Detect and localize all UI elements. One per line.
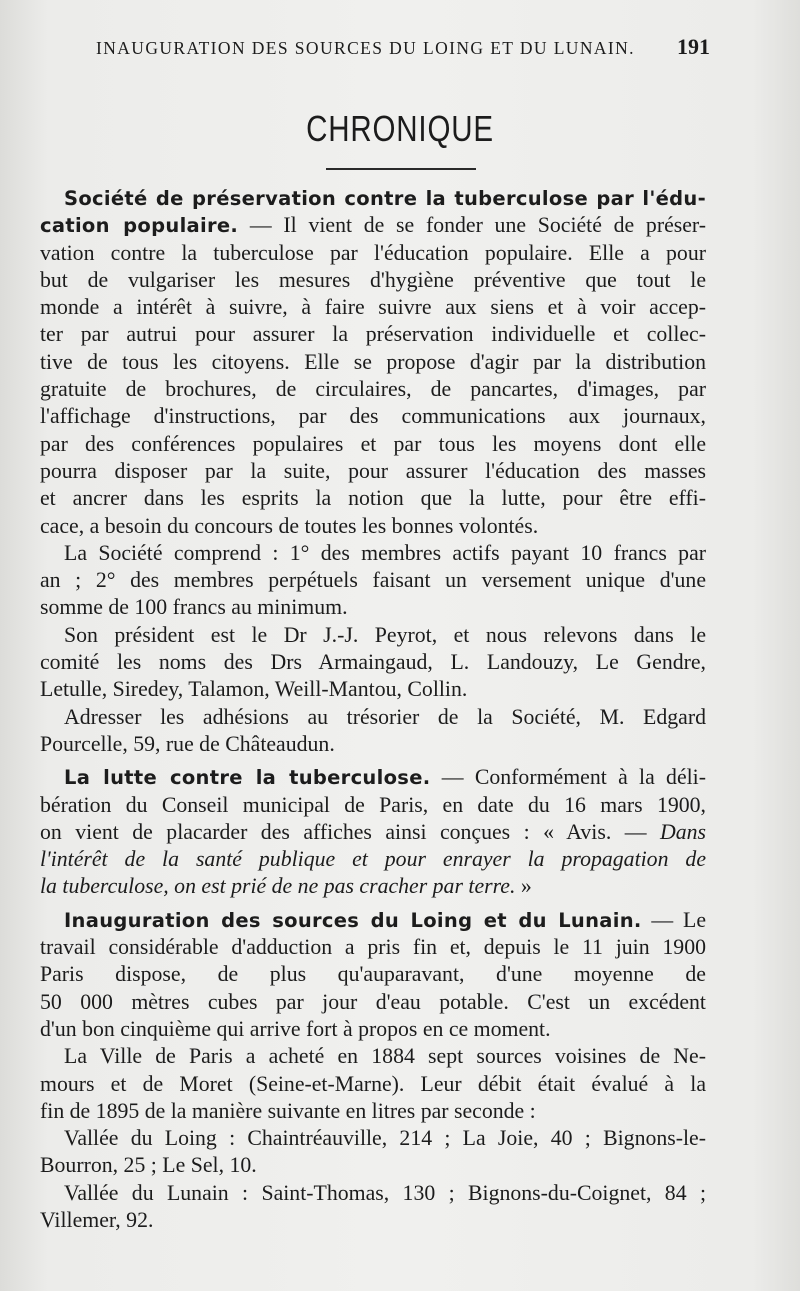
text-line bbox=[40, 540, 706, 567]
text-line bbox=[40, 764, 706, 791]
text-line bbox=[40, 731, 706, 758]
text-run: on vient de placarder des affiches ainsi conçues : « Avis. — bbox=[40, 819, 660, 844]
running-head bbox=[96, 34, 710, 60]
text-run: an ; 2° des membres perpétuels faisant un versement unique d'une bbox=[40, 568, 706, 593]
text-run: — Conformément à la déli- bbox=[430, 765, 706, 790]
text-run: » bbox=[515, 874, 532, 899]
text-run: Letulle, Siredey, Talamon, Weill-Mantou, Collin. bbox=[40, 677, 468, 702]
text-run: monde a intérêt à suivre, à faire suivre aux siens et à voir accep- bbox=[40, 295, 706, 320]
text-run: Vallée du Lunain : Saint-Thomas, 130 ; Bignons-du-Coignet, 84 ; bbox=[64, 1180, 706, 1205]
chronicle-body bbox=[40, 185, 706, 1234]
text-run: Pourcelle, 59, rue de Châteaudun. bbox=[40, 731, 335, 756]
text-line bbox=[40, 907, 706, 934]
italic-text: la tuberculose, on est prié de ne pas cracher par terre. bbox=[40, 874, 516, 899]
text-line bbox=[40, 873, 706, 900]
text-run: comité les noms des Drs Armaingaud, L. Landouzy, Le Gendre, bbox=[40, 650, 706, 675]
text-run: travail considérable d'adduction a pris fin et, depuis le 11 juin 1900 bbox=[40, 935, 706, 960]
text-run: ter par autrui pour assurer la préservation individuelle et collec- bbox=[40, 322, 706, 347]
text-run: et ancrer dans les esprits la notion que la lutte, pour être effi- bbox=[40, 486, 706, 511]
text-line bbox=[40, 594, 706, 621]
text-line bbox=[40, 622, 706, 649]
text-line bbox=[40, 458, 706, 485]
text-line bbox=[40, 1152, 706, 1179]
text-line bbox=[40, 513, 706, 540]
text-line bbox=[40, 185, 706, 212]
text-run: vation contre la tuberculose par l'éducation populaire. Elle a pour bbox=[40, 240, 706, 265]
text-run: l'affichage d'instructions, par des communications aux journaux, bbox=[40, 404, 706, 429]
text-line bbox=[40, 704, 706, 731]
text-run: somme de 100 francs au minimum. bbox=[40, 595, 348, 620]
text-run: par des conférences populaires et par tous les moyens dont elle bbox=[40, 431, 706, 456]
text-line bbox=[40, 846, 706, 873]
text-line bbox=[40, 431, 706, 458]
text-run: — Il vient de se fonder une Société de préser- bbox=[238, 213, 706, 238]
text-run: tive de tous les citoyens. Elle se propose d'agir par la distribution bbox=[40, 349, 706, 374]
text-line bbox=[40, 376, 706, 403]
text-line bbox=[40, 1043, 706, 1070]
text-run: bération du Conseil municipal de Paris, en date du 16 mars 1900, bbox=[40, 792, 706, 817]
text-run: pourra disposer par la suite, pour assurer l'éducation des masses bbox=[40, 458, 706, 483]
text-run: Vallée du Loing : Chaintréauville, 214 ; La Joie, 40 ; Bignons-le- bbox=[64, 1126, 706, 1151]
text-run: Villemer, 92. bbox=[40, 1207, 154, 1232]
text-line bbox=[40, 676, 706, 703]
text-line bbox=[40, 403, 706, 430]
section-title: CHRONIQUE bbox=[306, 108, 494, 149]
text-line bbox=[40, 792, 706, 819]
text-run: but de vulgariser les mesures d'hygiène préventive que tout le bbox=[40, 267, 706, 292]
text-line bbox=[40, 1098, 706, 1125]
text-line bbox=[40, 934, 706, 961]
text-run: Son président est le Dr J.-J. Peyrot, et nous relevons dans le bbox=[64, 622, 706, 647]
text-line bbox=[40, 1071, 706, 1098]
title-rule bbox=[326, 168, 476, 170]
italic-text: Dans bbox=[659, 819, 706, 844]
paragraph-heading: Inauguration des sources du Loing et du Lunain. bbox=[64, 908, 642, 932]
text-line bbox=[40, 1125, 706, 1152]
text-line bbox=[40, 267, 706, 294]
text-run: La Ville de Paris a acheté en 1884 sept sources voisines de Ne- bbox=[64, 1044, 706, 1069]
text-run: — Le bbox=[641, 907, 706, 932]
paragraph-heading: La lutte contre la tuberculose. bbox=[64, 766, 431, 790]
text-line bbox=[40, 961, 706, 988]
text-line bbox=[40, 212, 706, 239]
text-run: La Société comprend : 1° des membres actifs payant 10 francs par bbox=[64, 540, 706, 565]
paragraph-heading: Société de préservation contre la tuberculose par l'édu- bbox=[64, 187, 706, 210]
text-line bbox=[40, 567, 706, 594]
text-line bbox=[40, 349, 706, 376]
text-run: cace, a besoin du concours de toutes les bonnes volontés. bbox=[40, 513, 539, 538]
text-run: 50 000 mètres cubes par jour d'eau potable. C'est un excédent bbox=[40, 989, 706, 1014]
text-run: Bourron, 25 ; Le Sel, 10. bbox=[40, 1153, 257, 1178]
text-line bbox=[40, 294, 706, 321]
running-title: INAUGURATION DES SOURCES DU LOING ET DU LUNAIN. bbox=[96, 38, 635, 58]
text-line bbox=[40, 1207, 706, 1234]
text-run: Paris dispose, de plus qu'auparavant, d'une moyenne de bbox=[40, 962, 706, 987]
text-run: Adresser les adhésions au trésorier de la Société, M. Edgard bbox=[64, 704, 706, 729]
text-run: fin de 1895 de la manière suivante en litres par seconde : bbox=[40, 1098, 536, 1123]
text-line bbox=[40, 240, 706, 267]
text-run: d'un bon cinquième qui arrive fort à propos en ce moment. bbox=[40, 1016, 551, 1041]
text-line bbox=[40, 485, 706, 512]
text-line bbox=[40, 1180, 706, 1207]
text-line bbox=[40, 649, 706, 676]
text-line bbox=[40, 1016, 706, 1043]
text-line bbox=[40, 819, 706, 846]
italic-text: l'intérêt de la santé publique et pour enrayer la propagation de bbox=[40, 847, 706, 872]
text-line bbox=[40, 321, 706, 348]
text-run: gratuite de brochures, de circulaires, de pancartes, d'images, par bbox=[40, 377, 706, 402]
text-line bbox=[40, 989, 706, 1016]
page-number: 191 bbox=[677, 34, 710, 59]
paragraph-heading: cation populaire. bbox=[40, 214, 239, 238]
text-run: mours et de Moret (Seine-et-Marne). Leur débit était évalué à la bbox=[40, 1071, 706, 1096]
